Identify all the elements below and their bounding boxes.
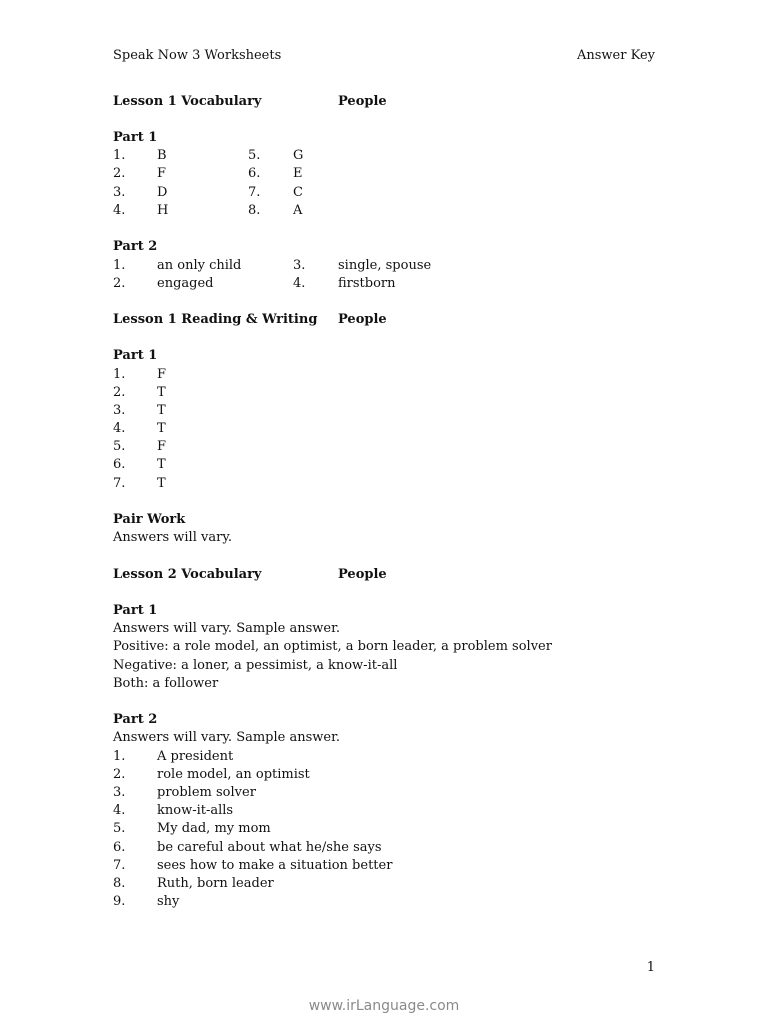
answer-number: 7. [113,476,126,491]
pair-work-text: Answers will vary. [113,530,233,545]
answer-value: problem solver [157,785,256,800]
answer-value: H [157,203,169,218]
lesson1-vocabulary-title: Lesson 1 Vocabulary [113,94,262,109]
answer-number: 2. [113,767,126,782]
answer-number: 1. [113,258,126,273]
answer-value: F [157,439,167,454]
answer-value: A president [157,749,234,764]
lesson1-reading-writing-title: Lesson 1 Reading & Writing [113,312,318,327]
answer-value: E [293,166,303,181]
answer-value: T [157,385,166,400]
answer-number: 8. [113,876,126,891]
pair-work-heading: Pair Work [113,512,186,527]
answer-value: T [157,476,166,491]
answer-value: My dad, my mom [157,821,271,836]
answer-number: 6. [248,166,261,181]
answer-value: D [157,185,168,200]
text-line: Answers will vary. Sample answer. [113,730,341,745]
answer-value: sees how to make a situation better [157,858,393,873]
lesson2-vocabulary-title: Lesson 2 Vocabulary [113,567,262,582]
answer-number: 4. [293,276,306,291]
answer-value: role model, an optimist [157,767,310,782]
answer-value: be careful about what he/she says [157,840,382,855]
answer-number: 3. [113,785,126,800]
answer-number: 1. [113,367,126,382]
lesson1-vocabulary-topic: People [338,94,387,109]
header-answer-key: Answer Key [577,48,655,63]
answer-number: 5. [248,148,261,163]
l1v-part1-heading: Part 1 [113,130,158,145]
answer-value: T [157,457,166,472]
l2v-part1-heading: Part 1 [113,603,158,618]
answer-number: 3. [113,403,126,418]
answer-value: A [293,203,303,218]
footer-url[interactable]: www.irLanguage.com [308,998,460,1014]
answer-value: F [157,166,167,181]
answer-value: C [293,185,303,200]
answer-number: 3. [293,258,306,273]
page-number: 1 [646,960,655,975]
text-line: Positive: a role model, an optimist, a born leader, a problem solver [113,639,552,654]
answer-number: 9. [113,894,126,909]
answer-value: know-it-alls [157,803,234,818]
text-line: Both: a follower [113,676,219,691]
answer-number: 1. [113,148,126,163]
answer-number: 5. [113,439,126,454]
answer-number: 4. [113,421,126,436]
answer-value: T [157,421,166,436]
answer-number: 4. [113,203,126,218]
answer-number: 7. [248,185,261,200]
answer-value: single, spouse [338,258,432,273]
answer-number: 6. [113,840,126,855]
l1v-part2-heading: Part 2 [113,239,158,254]
answer-number: 1. [113,749,126,764]
answer-value: G [293,148,304,163]
answer-number: 2. [113,276,126,291]
answer-value: firstborn [338,276,396,291]
answer-value: F [157,367,167,382]
lesson2-vocabulary-topic: People [338,567,387,582]
answer-number: 2. [113,385,126,400]
answer-value: T [157,403,166,418]
text-line: Negative: a loner, a pessimist, a know-it-all [113,658,398,673]
answer-value: Ruth, born leader [157,876,274,891]
answer-value: engaged [157,276,214,291]
answer-number: 2. [113,166,126,181]
answer-value: B [157,148,167,163]
answer-value: an only child [157,258,242,273]
answer-number: 5. [113,821,126,836]
l1rw-part1-heading: Part 1 [113,348,158,363]
answer-number: 3. [113,185,126,200]
answer-value: shy [157,894,180,909]
lesson1-reading-writing-topic: People [338,312,387,327]
answer-number: 4. [113,803,126,818]
l2v-part2-heading: Part 2 [113,712,158,727]
answer-number: 6. [113,457,126,472]
answer-number: 7. [113,858,126,873]
answer-number: 8. [248,203,261,218]
header-title: Speak Now 3 Worksheets [113,48,282,63]
text-line: Answers will vary. Sample answer. [113,621,341,636]
